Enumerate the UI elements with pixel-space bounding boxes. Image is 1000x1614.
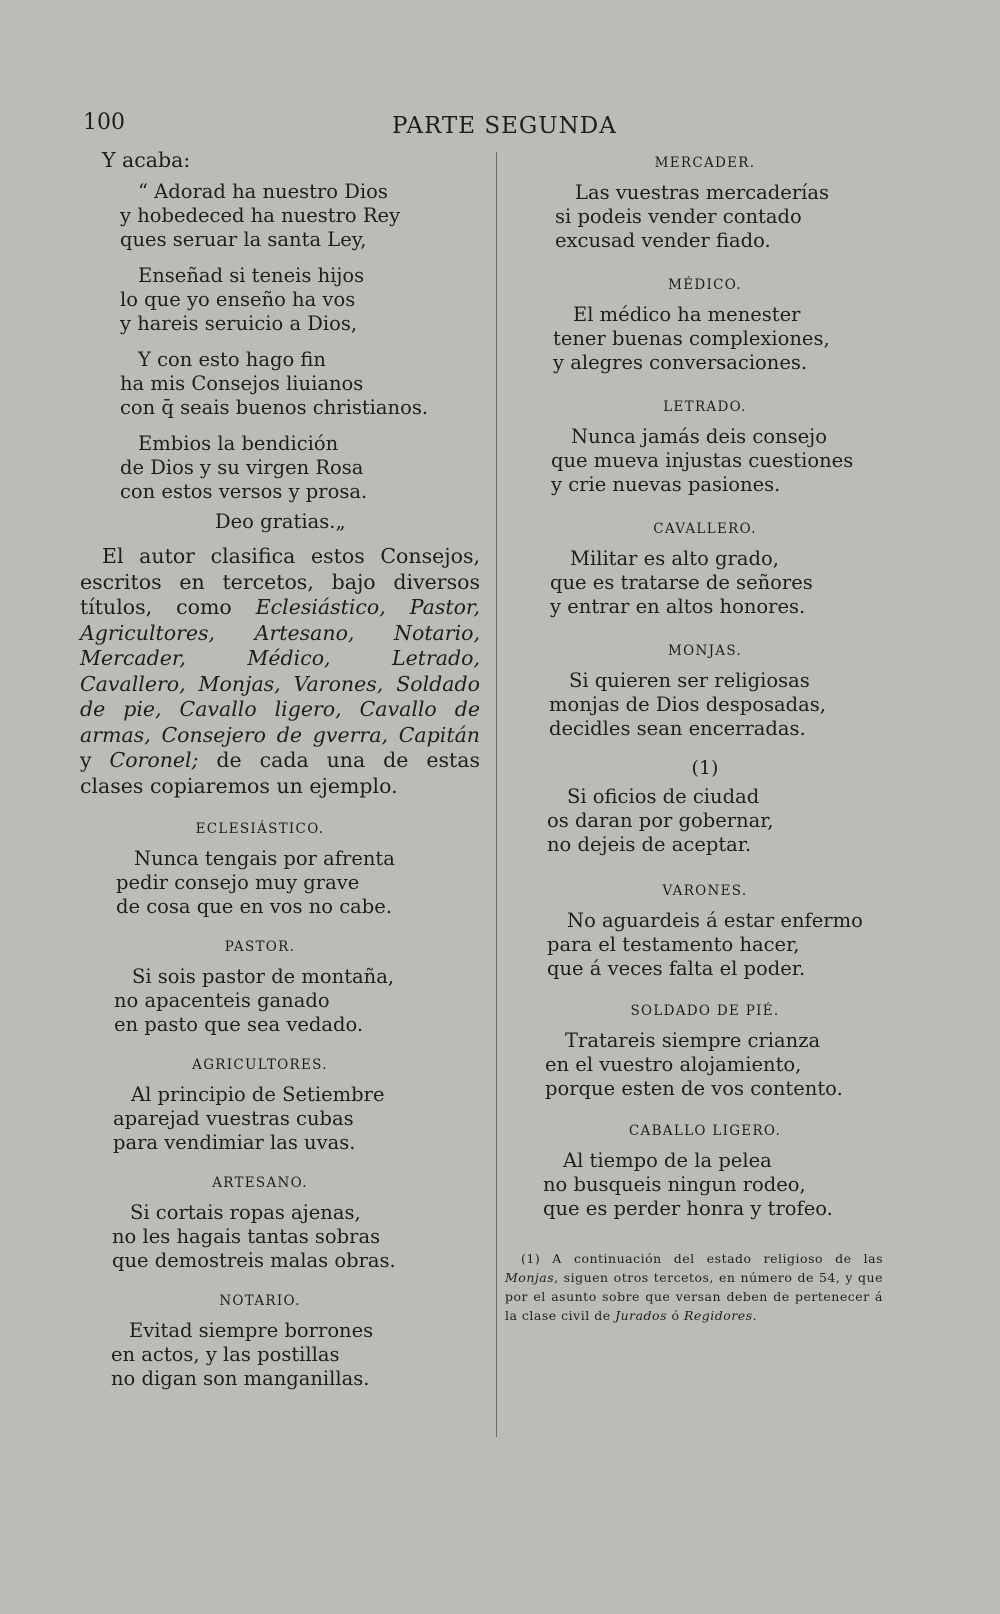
section-heading: ARTESANO. <box>212 1175 308 1191</box>
section-cavallero <box>535 521 875 619</box>
verse-line: y crie nuevas pasiones. <box>551 473 781 496</box>
paragraph-text: de cada una de estas clases copiaremos un ejemplo. <box>80 748 480 798</box>
verse-line: monjas de Dios desposadas, <box>549 693 826 716</box>
verse-line: Nunca tengais por afrenta <box>134 847 395 870</box>
verse-line: Si cortais ropas ajenas, <box>130 1201 361 1224</box>
verse-line: no dejeis de aceptar. <box>547 833 752 856</box>
section-heading: SOLDADO DE PIÉ. <box>630 1003 780 1019</box>
verse-line: Si quieren ser religiosas <box>569 669 810 692</box>
title-coronel: Coronel; <box>109 748 199 772</box>
footnote-text: ó <box>667 1308 684 1323</box>
verse-line: Las vuestras mercaderías <box>575 181 830 204</box>
right-column <box>505 155 883 1325</box>
verse-line: pedir consejo muy grave <box>116 871 360 894</box>
verse-line: Al principio de Setiembre <box>131 1083 385 1106</box>
section-agricultores <box>80 1057 485 1155</box>
verse-line: porque esten de vos contento. <box>545 1077 843 1100</box>
verse-line: Al tiempo de la pelea <box>563 1149 772 1172</box>
running-title: PARTE SEGUNDA <box>392 113 617 139</box>
section-monjas <box>535 643 875 741</box>
verse-line: Si sois pastor de montaña, <box>132 965 395 988</box>
verse-line: si podeis vender contado <box>555 205 802 228</box>
verse-line: excusad vender fiado. <box>555 229 771 252</box>
verse-line: Evitad siempre borrones <box>129 1319 374 1342</box>
section-letrado <box>535 399 875 497</box>
verse-line: ques seruar la santa Ley, <box>120 228 367 251</box>
verse-line: que á veces falta el poder. <box>547 957 806 980</box>
section-heading: MÉDICO. <box>668 277 742 293</box>
verse-line: en actos, y las postillas <box>111 1343 340 1366</box>
verse-line: y hareis seruicio a Dios, <box>120 312 358 335</box>
verse-line: Militar es alto grado, <box>570 547 779 570</box>
intro-line: Y acaba: <box>102 148 191 172</box>
commentary-paragraph <box>80 544 480 799</box>
verse-line: de Dios y su virgen Rosa <box>120 456 364 479</box>
verse-line: lo que yo enseño ha vos <box>120 288 356 311</box>
verse-line: de cosa que en vos no cabe. <box>116 895 393 918</box>
left-column <box>80 148 485 1391</box>
section-mercader <box>535 155 875 253</box>
closing-stanza <box>120 180 485 252</box>
footnote <box>505 1249 883 1325</box>
page-number: 100 <box>83 110 125 135</box>
section-eclesiastico <box>80 821 485 919</box>
footnote-italic: Regidores <box>683 1308 753 1323</box>
verse-line: aparejad vuestras cubas <box>113 1107 354 1130</box>
verse-line: Y con esto hago fin <box>138 348 326 371</box>
extra-stanza <box>547 785 875 857</box>
verse-line: no les hagais tantas sobras <box>112 1225 381 1248</box>
section-heading: CABALLO LIGERO. <box>628 1123 782 1139</box>
section-varones <box>535 883 875 981</box>
verse-line: No aguardeis á estar enfermo <box>567 909 863 932</box>
verse-line: con estos versos y prosa. <box>120 480 368 503</box>
closing-stanza <box>120 264 485 336</box>
verse-line: para el testamento hacer, <box>547 933 800 956</box>
verse-line: Tratareis siempre crianza <box>565 1029 821 1052</box>
verse-line: decidles sean encerradas. <box>549 717 806 740</box>
verse-line: “ Adorad ha nuestro Dios <box>138 180 388 203</box>
column-divider <box>496 152 497 1437</box>
footnote-text: (1) A continuación del estado religioso de las <box>521 1251 883 1266</box>
section-artesano <box>80 1175 485 1273</box>
section-heading: MONJAS. <box>667 643 743 659</box>
titles-list: Eclesiástico, Pastor, Agricultores, Artesano, Notario, Mercader, Médico, Letrado, Cavallero, Monjas, Varones, Soldado de pie, Cavallo ligero, Cavallo de armas, Consejero de gverra, Capitán <box>80 595 480 747</box>
verse-line: y hobedeced ha nuestro Rey <box>120 204 401 227</box>
section-caballo-ligero <box>535 1123 875 1221</box>
section-notario <box>80 1293 485 1391</box>
verse-line: ha mis Consejos liuianos <box>120 372 364 395</box>
closing-stanza <box>120 348 485 420</box>
verse-line: Enseñad si teneis hijos <box>138 264 365 287</box>
section-medico <box>535 277 875 375</box>
section-heading: VARONES. <box>662 883 748 899</box>
verse-line: que mueva injustas cuestiones <box>551 449 854 472</box>
verse-line: no busqueis ningun rodeo, <box>543 1173 806 1196</box>
paragraph-text: El autor clasifica estos Consejos, escritos en tercetos, bajo diversos títulos, como <box>80 544 480 619</box>
note-marker: (1) <box>691 757 719 779</box>
verse-line: en pasto que sea vedado. <box>114 1013 364 1036</box>
verse-line: con q̄ seais buenos christianos. <box>120 396 429 419</box>
verse-line: que es tratarse de señores <box>550 571 813 594</box>
section-heading: AGRICULTORES. <box>192 1057 328 1073</box>
verse-line: que demostreis malas obras. <box>112 1249 396 1272</box>
verse-line: para vendimiar las uvas. <box>113 1131 356 1154</box>
paragraph-text: y <box>80 748 110 772</box>
section-heading: PASTOR. <box>224 939 296 955</box>
verse-line: no apacenteis ganado <box>114 989 330 1012</box>
section-soldado-de-pie <box>535 1003 875 1101</box>
verse-line: Nunca jamás deis consejo <box>571 425 827 448</box>
verse-line: no digan son manganillas. <box>111 1367 370 1390</box>
verse-line: tener buenas complexiones, <box>553 327 830 350</box>
verse-line: Si oficios de ciudad <box>567 785 760 808</box>
section-heading: NOTARIO. <box>219 1293 301 1309</box>
closing-stanza <box>120 432 485 504</box>
section-heading: CAVALLERO. <box>653 521 757 537</box>
verse-line: os daran por gobernar, <box>547 809 774 832</box>
verse-line: Embios la bendición <box>138 432 339 455</box>
verse-line: y alegres conversaciones. <box>553 351 808 374</box>
section-pastor <box>80 939 485 1037</box>
verse-line: en el vuestro alojamiento, <box>545 1053 802 1076</box>
footnote-italic: Jurados <box>615 1308 667 1323</box>
verse-line: y entrar en altos honores. <box>550 595 806 618</box>
section-heading: MERCADER. <box>654 155 756 171</box>
verse-line: que es perder honra y trofeo. <box>543 1197 833 1220</box>
deo-gratias: Deo gratias.„ <box>215 510 346 533</box>
section-heading: LETRADO. <box>663 399 747 415</box>
footnote-text: . <box>752 1308 758 1323</box>
footnote-italic: Monjas <box>505 1270 555 1285</box>
section-heading: ECLESIÁSTICO. <box>195 821 325 837</box>
verse-line: El médico ha menester <box>573 303 801 326</box>
footnote-text: , siguen otros tercetos, en número de 54, y que por el asunto sobre que versan deben de pertenecer á la clase civil de <box>505 1270 883 1323</box>
